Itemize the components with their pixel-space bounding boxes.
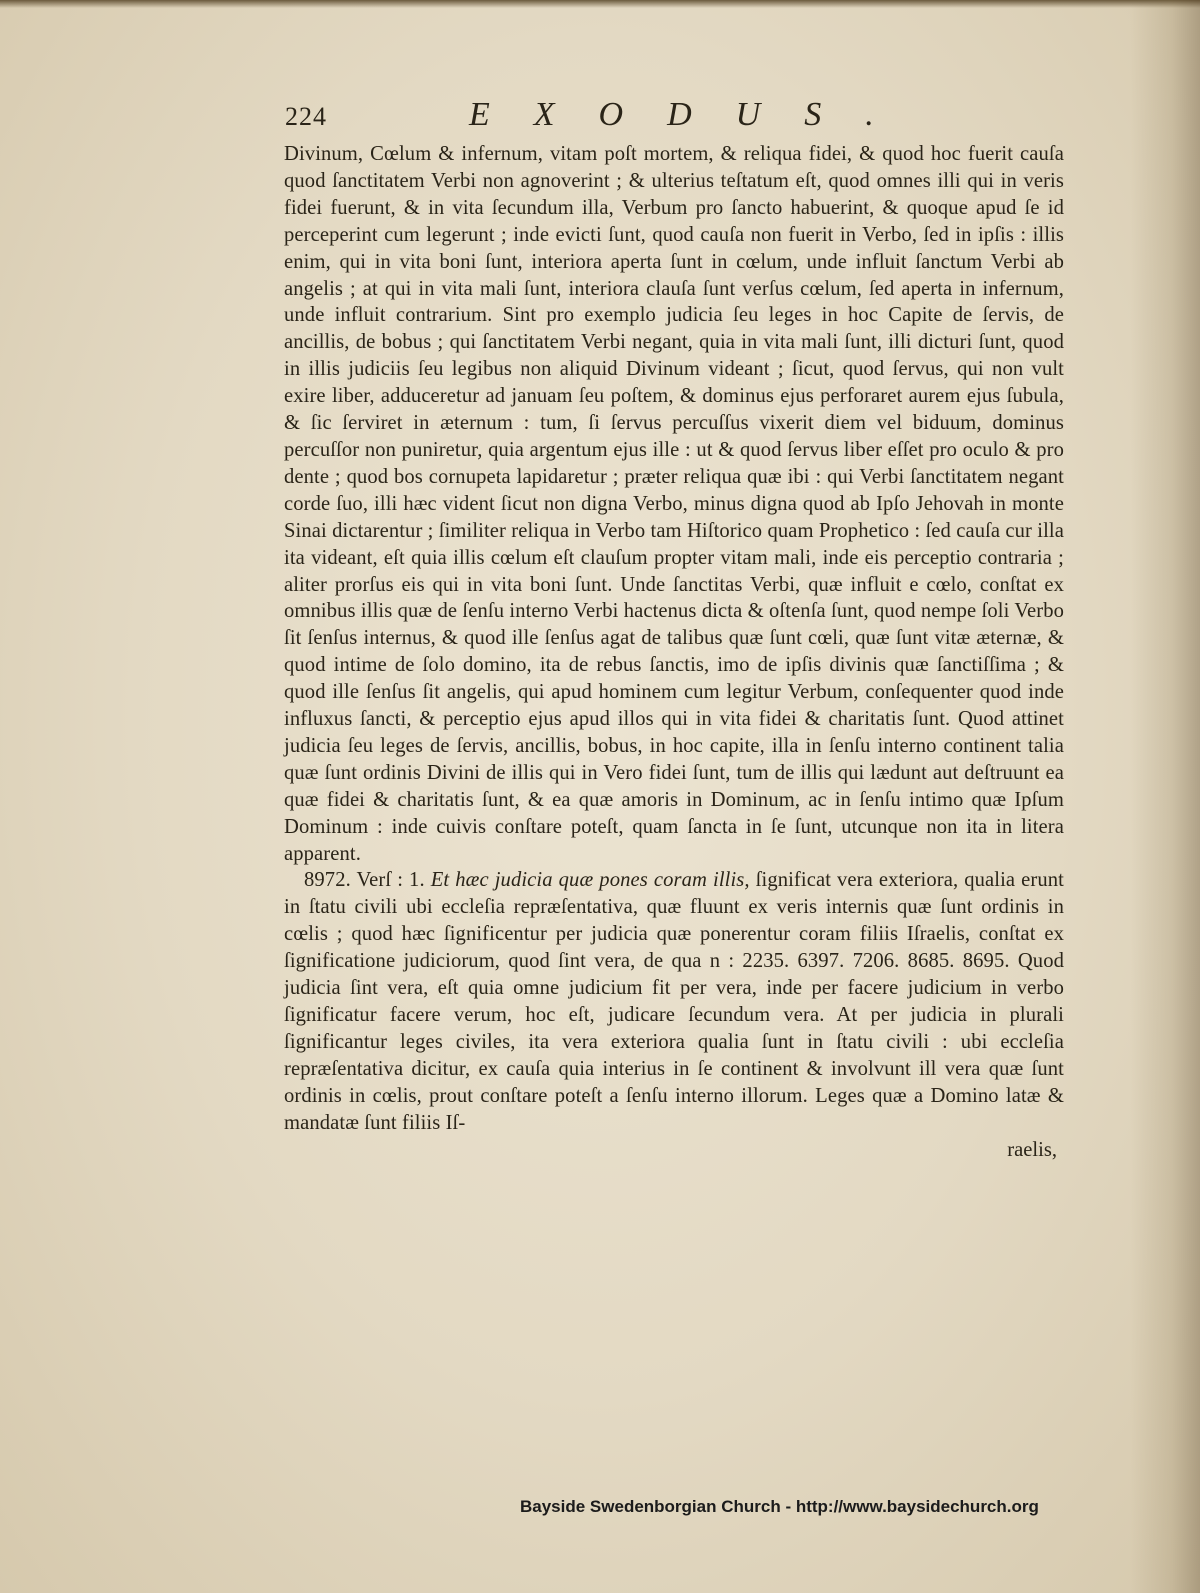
paragraph-2-number: 8972. Verſ : 1.: [304, 869, 431, 892]
paragraph-2-text: ſignificat vera exteriora, qualia erunt in ſtatu civili ubi eccleſia repræſentativa, quæ fluunt ex veris internis quæ ſunt ordinis in cœlis ; quod hæc ſignificentur per judicia quæ ponerentur coram filiis Iſraelis, conſtat ex ſignificatione judiciorum, quod ſint vera, de qua n : 2235. 6397. 7206. 8685. 8695. Quod judicia ſint vera, eſt quia omne judicium fit per vera, inde per facere judicium in verbo ſignificatur facere verum, hoc eſt, judicare ſecundum vera. At per judicia in plurali ſignificantur leges civiles, ita vera exteriora qualia ſunt in ſtatu civili : ubi eccleſia repræſentativa dicitur, ex cauſa quia interius in ſe continent & involvunt ill vera quæ ſunt ordinis in cœlis, prout conſtare poteſt a ſenſu interno illorum. Leges quæ a Domino latæ & mandatæ ſunt filiis Iſ-: [284, 869, 1064, 1134]
page-header: [285, 96, 1065, 136]
running-title: EXODUS.: [469, 96, 918, 133]
paragraph-2-quote: Et hæc judicia quæ pones coram illis,: [430, 869, 750, 892]
paragraph-2: [284, 867, 1064, 1136]
watermark-text: Bayside Swedenborgian Church - http://www.baysidechurch.org: [520, 1497, 1039, 1516]
paragraph-1: Divinum, Cœlum & infernum, vitam poſt mortem, & reliqua fidei, & quod hoc fuerit cauſa quod ſanctitatem Verbi non agnoverint ; & ulterius teſtatum eſt, quod omnes illi qui in veris fidei fuerunt, & in vita ſecundum illa, Verbum pro ſancto habuerint, & quoque apud ſe id perceperint cum legerunt ; inde evicti ſunt, quod cauſa non fuerit in Verbo, ſed in ipſis : illis enim, qui in vita boni ſunt, interiora aperta ſunt in cœlum, unde influit ſanctum Verbi ab angelis ; at qui in vita mali ſunt, interiora clauſa ſunt verſus cœlum, ſed aperta in infernum, unde influit contrarium. Sint pro exemplo judicia ſeu leges in hoc Capite de ſervis, de ancillis, de bobus ; qui ſanctitatem Verbi negant, quia in vita mali ſunt, illi dicturi ſunt, quod in illis judiciis ſeu legibus non aliquid Divinum videant ; ſicut, quod ſervus, qui non vult exire liber, adduceretur ad januam ſeu poſtem, & dominus ejus perforaret aurem ejus ſubula, & ſic ſerviret in æternum : tum, ſi ſervus percuſſus vixerit diem vel biduum, dominus percuſſor non puniretur, quia argentum ejus ille : ut & quod ſervus liber eſſet pro oculo & pro dente ; quod bos cornupeta lapidaretur ; præter reliqua quæ ibi : qui Verbi ſanctitatem negant corde ſuo, illi hæc vident ſicut non digna Verbo, minus digna quod ab Ipſo Jehovah in monte Sinai dictarentur ; ſimiliter reliqua in Verbo tam Hiſtorico quam Prophetico : ſed cauſa cur illa ita videant, eſt quia illis cœlum eſt clauſum propter vitam mali, inde eis perceptio contraria ; aliter prorſus eis qui in vita boni ſunt. Unde ſanctitas Verbi, quæ influit e cœlo, conſtat ex omnibus illis quæ de ſenſu interno Verbi hactenus dicta & oſtenſa ſunt, quod nempe ſoli Verbo ſit ſenſus internus, & quod ille ſenſus agat de talibus quæ ſunt cœli, quæ ſunt vitæ æternæ, & quod intime de ſolo domino, ita de rebus ſanctis, imo de ipſis divinis quæ ſanctiſſima ; & quod ille ſenſus ſit angelis, qui apud hominem cum legitur Verbum, conſequenter quod inde influxus ſancti, & perceptio ejus apud illos qui in vita fidei & charitatis ſunt. Quod attinet judicia ſeu leges de ſervis, ancillis, bobus, in hoc capite, illa in ſenſu interno continent talia quæ ſunt ordinis Divini de illis qui in Vero fidei ſunt, tum de illis qui lædunt aut deſtruunt ea quæ fidei & charitatis ſunt, & ea quæ amoris in Dominum, ac in ſenſu intimo quæ Ipſum Dominum : inde cuivis conſtare poteſt, quam ſancta in ſe ſunt, utcunque non ita in litera apparent.: [284, 143, 1064, 865]
page-right-edge-shadow: [1130, 0, 1200, 1593]
page-top-edge: [0, 0, 1200, 8]
page-number: 224: [285, 102, 327, 131]
catchword: raelis,: [1007, 1139, 1057, 1161]
body-text: [284, 141, 1064, 1137]
